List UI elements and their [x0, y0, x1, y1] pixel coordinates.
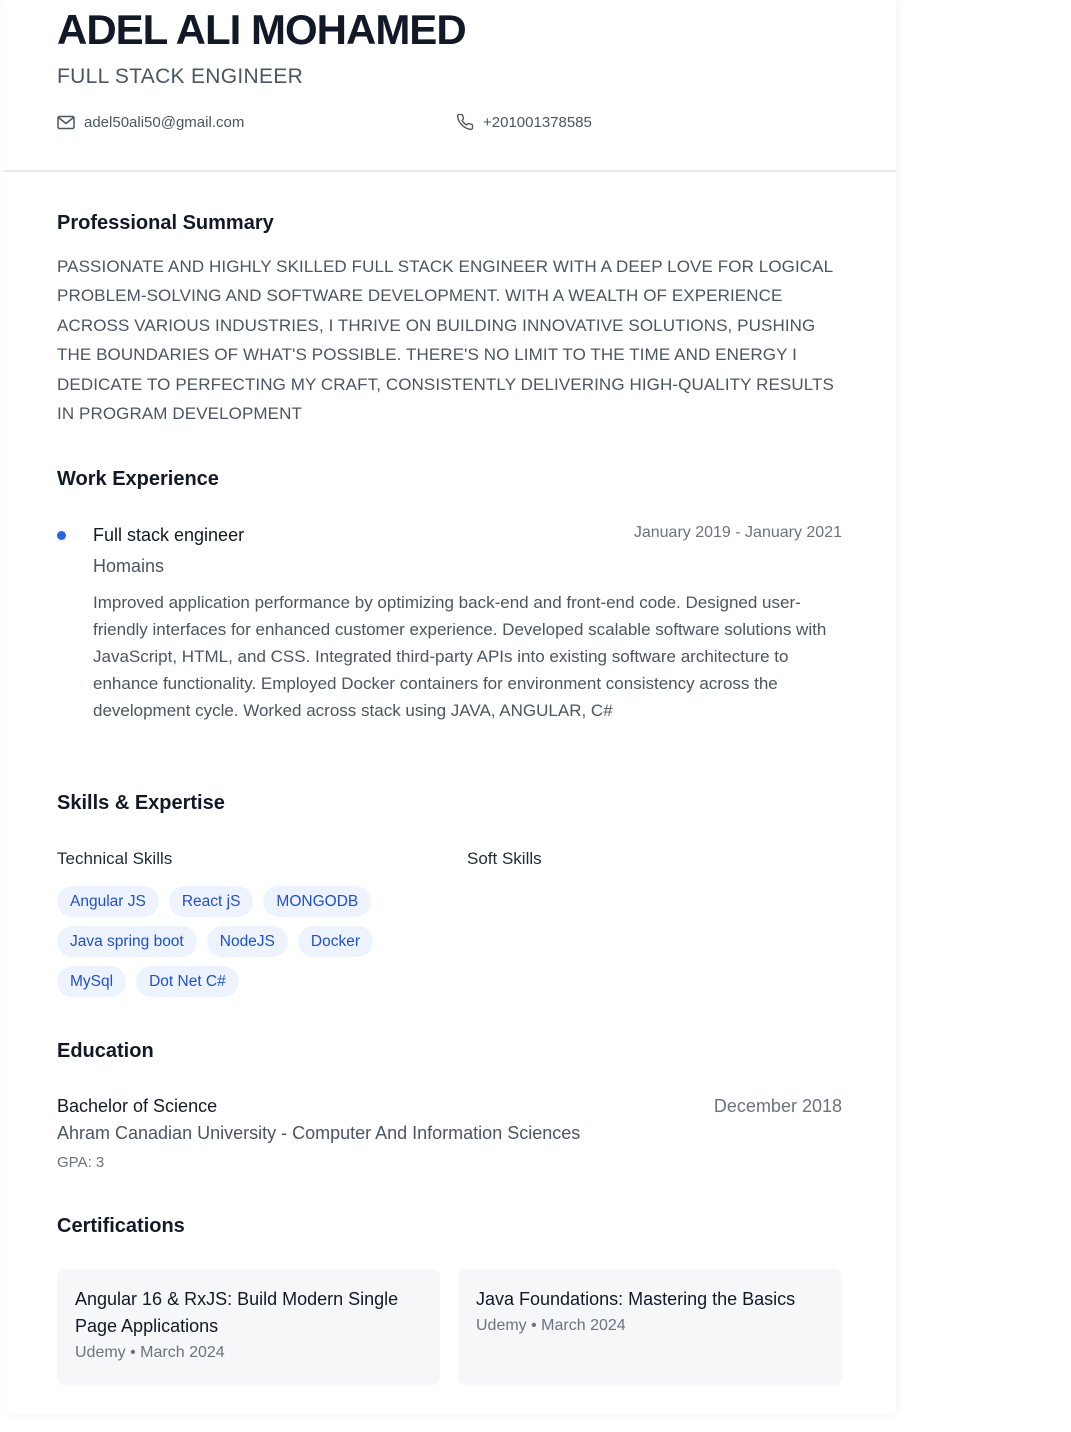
education-date: December 2018	[713, 1096, 842, 1116]
skill-chip: NodeJS	[207, 926, 288, 957]
mail-icon	[57, 115, 75, 130]
experience-heading: Work Experience	[57, 468, 219, 490]
education-heading: Education	[57, 1040, 154, 1062]
skill-chip: Angular JS	[57, 886, 159, 917]
email-contact[interactable]	[57, 111, 244, 133]
email-text: adel50ali50@gmail.com	[84, 113, 245, 131]
technical-skills-heading: Technical Skills	[57, 849, 173, 868]
skill-chip: Java spring boot	[57, 926, 197, 957]
job-description: Improved application performance by optimizing back-end and front-end code. Designed user-friendly interfaces for enhanced customer experience. Developed scalable software solutions with JavaScript, HTML, and CSS. Integrated third-party APIs into existing software architecture to enhance functionality. Employed Docker containers for environment consistency across the development cycle. Worked across stack using JAVA, ANGULAR, C#	[93, 593, 827, 720]
resume-page	[3, 0, 896, 1414]
summary-text: PASSIONATE AND HIGHLY SKILLED FULL STACK ENGINEER WITH A DEEP LOVE FOR LOGICAL PROBLEM-SOLVING AND SOFTWARE DEVELOPMENT. WITH A WEALTH OF EXPERIENCE ACROSS VARIOUS INDUSTRIES, I THRIVE ON BUILDING INNOVATIVE SOLUTIONS, PUSHING THE BOUNDARIES OF WHAT'S POSSIBLE. THERE'S NO LIMIT TO THE TIME AND ENERGY I DEDICATE TO PERFECTING MY CRAFT, CONSISTENTLY DELIVERING HIGH-QUALITY RESULTS IN PROGRAM DEVELOPMENT	[57, 257, 834, 424]
skill-chip: MONGODB	[263, 886, 371, 917]
education-gpa: GPA: 3	[57, 1154, 105, 1171]
skill-chip: Dot Net C#	[136, 966, 239, 997]
phone-text: +201001378585	[483, 113, 592, 131]
skill-chip: Docker	[298, 926, 373, 957]
job-company: Homains	[93, 556, 165, 576]
certification-title: Angular 16 & RxJS: Build Modern Single Page Applications	[75, 1289, 399, 1336]
candidate-name: ADEL ALI MOHAMED	[57, 6, 466, 53]
certification-title: Java Foundations: Mastering the Basics	[476, 1289, 796, 1309]
skill-chip: React jS	[169, 886, 254, 917]
timeline-bullet	[57, 531, 66, 540]
certifications-heading: Certifications	[57, 1215, 185, 1237]
summary-heading: Professional Summary	[57, 212, 274, 234]
education-school: Ahram Canadian University - Computer And Information Sciences	[57, 1123, 581, 1143]
technical-skills-list	[57, 886, 417, 1006]
skill-chip: MySql	[57, 966, 126, 997]
certification-meta: Udemy • March 2024	[476, 1317, 626, 1334]
certification-card	[57, 1269, 440, 1385]
skills-heading: Skills & Expertise	[57, 792, 225, 814]
job-title: Full stack engineer	[93, 525, 245, 545]
phone-icon	[456, 113, 474, 131]
certification-meta: Udemy • March 2024	[75, 1344, 225, 1361]
phone-contact[interactable]	[456, 111, 592, 133]
soft-skills-heading: Soft Skills	[467, 849, 542, 868]
education-degree: Bachelor of Science	[57, 1096, 218, 1116]
candidate-title: FULL STACK ENGINEER	[57, 65, 304, 88]
job-dates: January 2019 - January 2021	[633, 524, 842, 541]
resume-header	[3, 0, 896, 172]
certification-card	[458, 1269, 842, 1385]
